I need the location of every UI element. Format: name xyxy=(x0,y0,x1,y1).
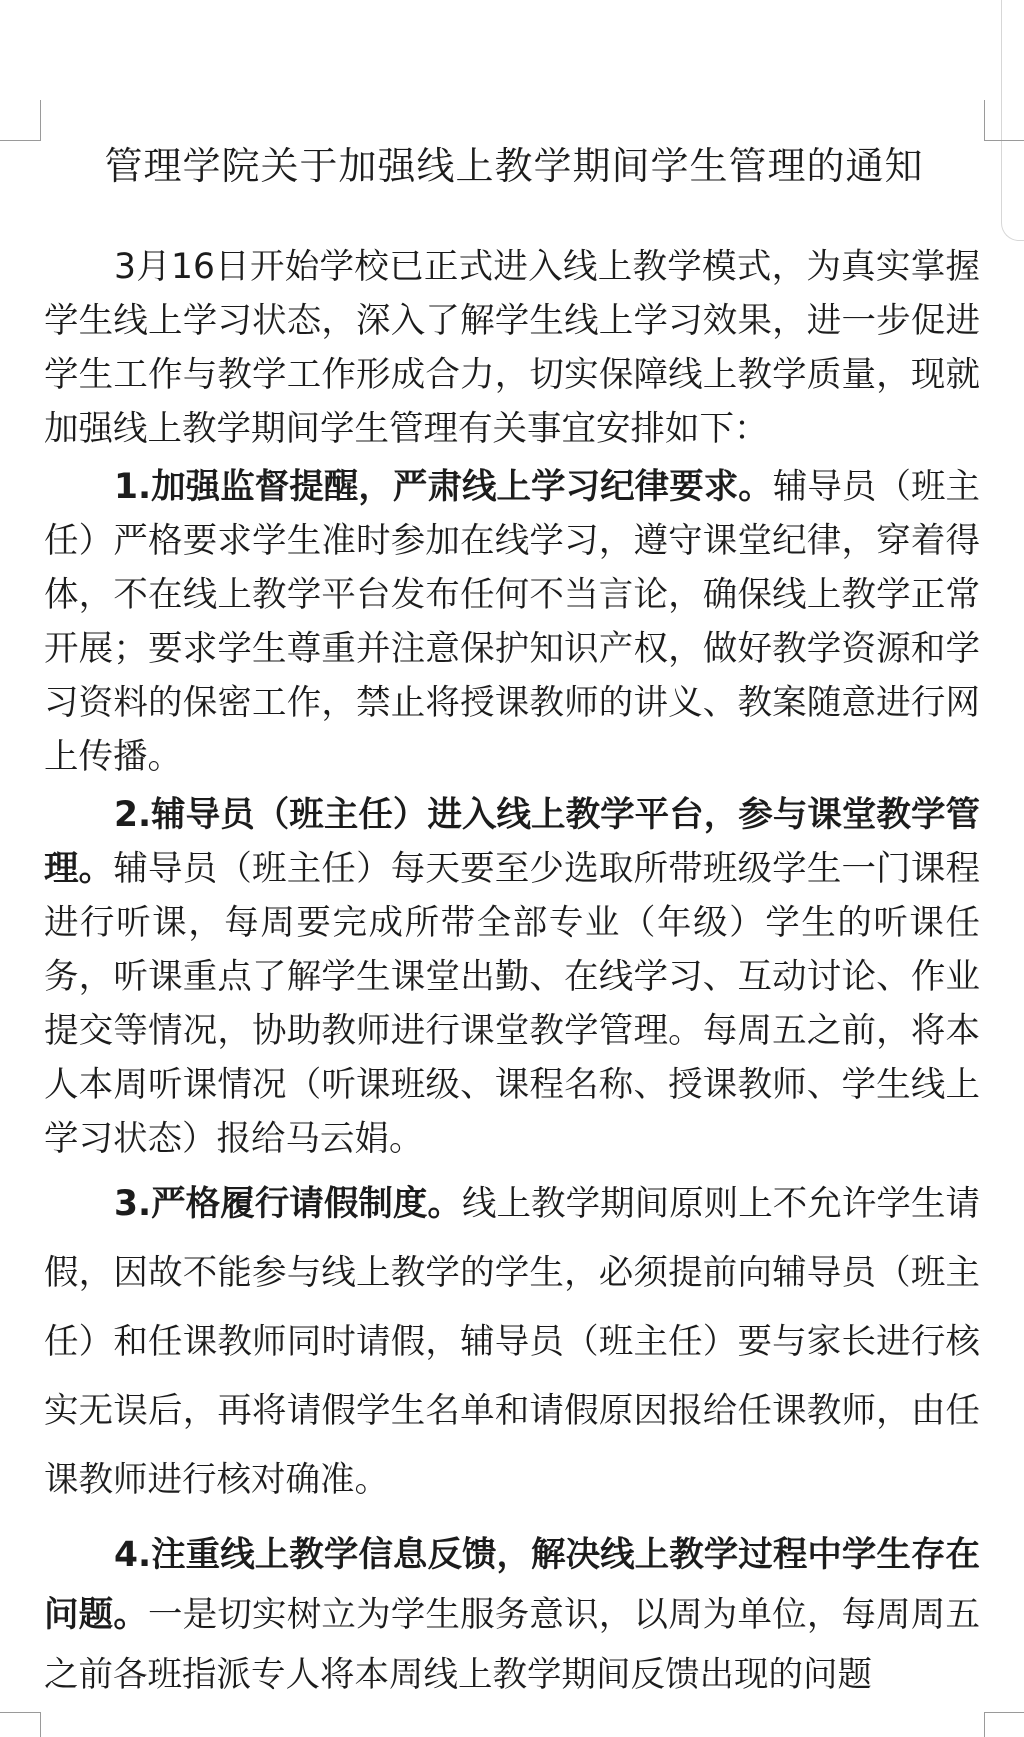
section-3-body: 线上教学期间原则上不允许学生请假，因故不能参与线上教学的学生，必须提前向辅导员（班主任）和任课教师同时请假，辅导员（班主任）要与家长进行核实无误后，再将请假学生名单和请假原因报给任课教师，由任课教师进行核对确准。 xyxy=(44,1184,980,1500)
document-body xyxy=(44,240,980,1705)
section-3-paragraph xyxy=(44,1170,980,1515)
section-1-body: 辅导员（班主任）严格要求学生准时参加在线学习，遵守课堂纪律，穿着得体，不在线上教学平台发布任何不当言论，确保线上教学正常开展；要求学生尊重并注意保护知识产权，做好教学资源和学习资料的保密工作，禁止将授课教师的讲义、教案随意进行网上传播。 xyxy=(44,467,981,777)
document-title: 管理学院关于加强线上教学期间学生管理的通知 xyxy=(104,144,924,188)
crop-mark-bottom-right xyxy=(984,1712,1024,1737)
section-1-paragraph xyxy=(44,460,980,784)
section-3-heading: 3.严格履行请假制度。 xyxy=(114,1184,462,1224)
intro-paragraph: 3月16日开始学校已正式进入线上教学模式，为真实掌握学生线上学习状态，深入了解学生线上学习效果，进一步促进学生工作与教学工作形成合力，切实保障线上教学质量，现就加强线上教学期间学生管理有关事宜安排如下： xyxy=(44,247,980,449)
crop-mark-bottom-left xyxy=(0,1712,41,1737)
section-2-paragraph xyxy=(44,788,980,1166)
section-4-body: 一是切实树立为学生服务意识，以周为单位，每周周五之前各班指派专人将本周线上教学期间反馈出现的问题 xyxy=(44,1595,981,1695)
section-4-paragraph xyxy=(44,1525,980,1705)
section-4-heading: 4.注重线上教学信息反馈，解决线上教学过程中学生存在问题。 xyxy=(44,1535,980,1635)
crop-mark-top-right xyxy=(984,100,1024,141)
section-2-body: 辅导员（班主任）每天要至少选取所带班级学生一门课程进行听课，每周要完成所带全部专业（年级）学生的听课任务，听课重点了解学生课堂出勤、在线学习、互动讨论、作业提交等情况，协助教师进行课堂教学管理。每周五之前，将本人本周听课情况（听课班级、课程名称、授课教师、学生线上学习状态）报给马云娟。 xyxy=(44,849,981,1159)
section-2-heading: 2.辅导员（班主任）进入线上教学平台，参与课堂教学管理。 xyxy=(44,795,980,889)
section-1-heading: 1.加强监督提醒，严肃线上学习纪律要求。 xyxy=(114,467,773,507)
crop-mark-top-left xyxy=(0,100,41,141)
